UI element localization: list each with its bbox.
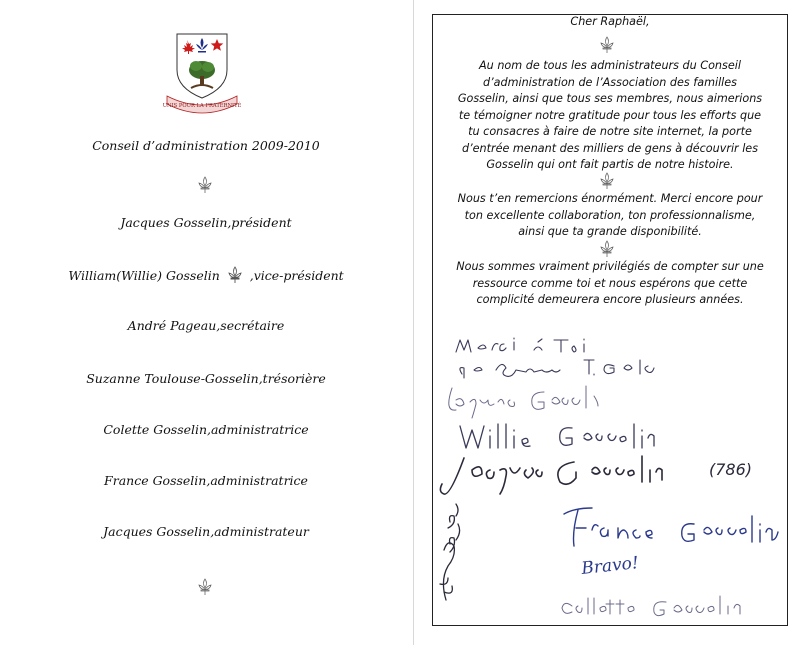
- fleur-de-lis-icon: [226, 266, 244, 284]
- member-treasurer: Suzanne Toulouse-Gosselin,trésorière: [86, 371, 326, 386]
- signature-jacques-gosselin-1: [449, 386, 598, 418]
- signature-colette-gosselin: [562, 596, 740, 616]
- salutation: Cher Raphaël,: [570, 15, 650, 28]
- fleur-de-lis-icon: [599, 172, 615, 190]
- signature-france-gosselin: [564, 508, 778, 546]
- fleur-de-lis-icon: [197, 176, 213, 194]
- crest-motto: UNIS POUR LA FRATERNITÉ: [163, 103, 241, 109]
- member-administrator-3: Jacques Gosselin,administrateur: [103, 524, 309, 539]
- member-administrator-1: Colette Gosselin,administratrice: [103, 422, 309, 437]
- member-name: William(Willie) Gosselin: [68, 268, 220, 283]
- family-crest: [163, 30, 241, 116]
- handwritten-signatures: [434, 330, 786, 624]
- bravo-note: Bravo!: [580, 553, 640, 579]
- member-administrator-2: France Gosselin,administratrice: [104, 473, 308, 488]
- signature-number: (786): [709, 460, 753, 479]
- paragraph-thanks: Nous t’en remercions énormément. Merci encore pour ton excellente collaboration, ton professionnalisme, ainsi que ta grande disponibilité.: [457, 192, 763, 238]
- fleur-de-lis-icon: [197, 578, 213, 596]
- right-page: [414, 0, 800, 645]
- paragraph-privilege: Nous sommes vraiment privilégiés de compter sur une ressource comme toi et nous espérons que cette complicité demeurera encore plusieurs années.: [456, 260, 764, 306]
- signature-willie-gosselin: [460, 424, 654, 448]
- signature-andre-pageau: [440, 504, 460, 600]
- handwritten-note-suzanne: [456, 338, 654, 378]
- signature-jacques-gosselin-2: [440, 456, 662, 494]
- fleur-de-lis-icon: [599, 36, 615, 54]
- member-secretary: André Pageau,secrétaire: [127, 318, 285, 333]
- paragraph-gratitude: Au nom de tous les administrateurs du Conseil d’administration de l’Association des familles Gosselin, ainsi que tous ses membres, nous aimerions te témoigner notre gratitude pour tous les efforts que tu consacres à faire de notre site internet, la porte d’entrée menant des milliers de gens à découvrir les Gosselin qui ont fait partis de notre histoire.: [457, 59, 763, 171]
- member-president: Jacques Gosselin,président: [120, 215, 292, 230]
- member-vice-president: [0, 266, 412, 284]
- member-role: ,vice-président: [249, 268, 344, 283]
- board-title: Conseil d’administration 2009-2010: [92, 138, 320, 153]
- fleur-de-lis-icon: [599, 240, 615, 258]
